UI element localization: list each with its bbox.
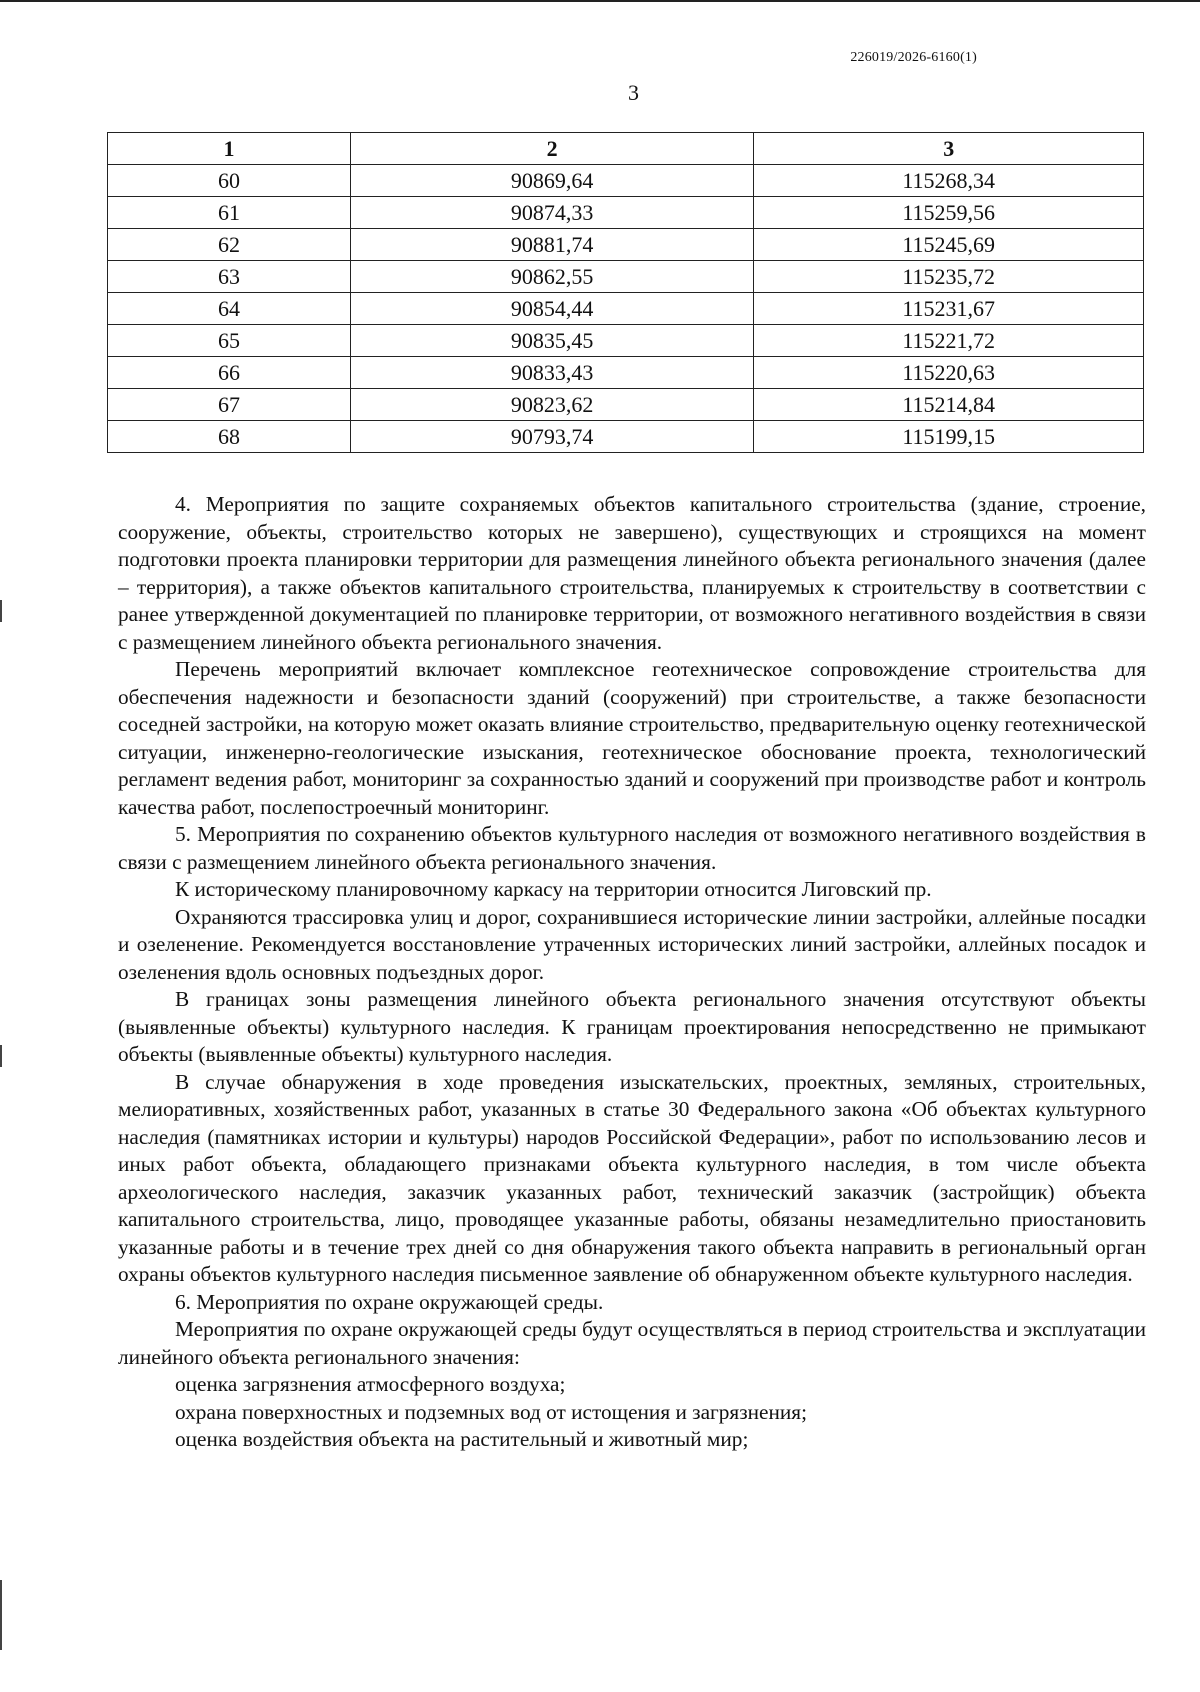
margin-scan-mark xyxy=(0,600,2,622)
paragraph-historical-framework: К историческому планировочному каркасу на территории относится Лиговский пр. xyxy=(175,877,932,901)
paragraph-section-5: 5. Мероприятия по сохранению объектов культурного наследия от возможного негативного воздействия в связи с размещением линейного объекта регионального значения. xyxy=(118,822,1146,874)
table-cell: 66 xyxy=(108,357,351,389)
table-cell: 63 xyxy=(108,261,351,293)
table-cell: 68 xyxy=(108,421,351,453)
table-header-cell: 3 xyxy=(754,133,1144,165)
table-row xyxy=(108,325,1144,357)
table-cell: 90793,74 xyxy=(350,421,753,453)
table-cell: 90823,62 xyxy=(350,389,753,421)
table-row xyxy=(108,229,1144,261)
table-cell: 60 xyxy=(108,165,351,197)
table-cell: 90835,45 xyxy=(350,325,753,357)
table-header-cell: 1 xyxy=(108,133,351,165)
table-cell: 115231,67 xyxy=(754,293,1144,325)
table-cell: 90862,55 xyxy=(350,261,753,293)
table-cell: 90869,64 xyxy=(350,165,753,197)
paragraph-section-6: 6. Мероприятия по охране окружающей среды. xyxy=(175,1289,604,1314)
table-header-row xyxy=(108,133,1144,165)
table-row xyxy=(108,421,1144,453)
paragraph-section-4: 4. Мероприятия по защите сохраняемых объектов капитального строительства (здание, строение, сооружение, объекты, строительство которых не завершено), существующих и строящихся на момент подготовки проекта планировки территории для размещения линейного объекта регионального значения (далее – территория), а также объектов капитального строительства, планируемых к строительству в соответствии с ранее утвержденной документацией по планировке территории, от возможного негативного воздействия в связи с размещением линейного объекта регионального значения. xyxy=(118,492,1146,654)
table-cell: 90874,33 xyxy=(350,197,753,229)
table-cell: 115214,84 xyxy=(754,389,1144,421)
table-row xyxy=(108,165,1144,197)
table-cell: 115199,15 xyxy=(754,421,1144,453)
table-cell: 61 xyxy=(108,197,351,229)
table-row xyxy=(108,389,1144,421)
table-cell: 65 xyxy=(108,325,351,357)
table-row xyxy=(108,357,1144,389)
table-cell: 90854,44 xyxy=(350,293,753,325)
list-item: оценка воздействия объекта на растительный и животный мир; xyxy=(175,1427,749,1451)
paragraph-no-heritage-objects: В границах зоны размещения линейного объекта регионального значения отсутствуют объекты (выявленные объекты) культурного наследия. К границам проектирования непосредственно не примыкают объекты (выявленные объекты) культурного наследия. xyxy=(118,987,1146,1066)
table-cell: 90881,74 xyxy=(350,229,753,261)
table-row xyxy=(108,197,1144,229)
table-header-cell: 2 xyxy=(350,133,753,165)
table-cell: 115221,72 xyxy=(754,325,1144,357)
document-body xyxy=(118,491,1146,1454)
table-cell: 115220,63 xyxy=(754,357,1144,389)
table-cell: 115268,34 xyxy=(754,165,1144,197)
page-number: 3 xyxy=(628,80,639,105)
table-cell: 115245,69 xyxy=(754,229,1144,261)
top-rule xyxy=(0,0,1200,2)
paragraph-discovery-procedure: В случае обнаружения в ходе проведения изыскательских, проектных, земляных, строительных, мелиоративных, хозяйственных работ, указанных в статье 30 Федерального закона «Об объектах культурного наследия (памятниках истории и культуры) народов Российской Федерации», работ по использованию лесов и иных работ объекта, обладающего признаками объекта культурного наследия, в том числе объекта археологического наследия, заказчик указанных работ, технический заказчик (застройщик) объекта капитального строительства, лицо, проводящее указанные работы, обязаны незамедлительно приостановить указанные работы и в течение трех дней со дня обнаружения такого объекта направить в региональный орган охраны объектов культурного наследия письменное заявление об обнаруженном объекте культурного наследия. xyxy=(118,1069,1146,1286)
table-cell: 115259,56 xyxy=(754,197,1144,229)
paragraph-protected-elements: Охраняются трассировка улиц и дорог, сохранившиеся исторические линии застройки, аллейные посадки и озеленение. Рекомендуется восстановление утраченных исторических линий застройки, аллейных посадок и озеленения вдоль основных подъездных дорог. xyxy=(118,904,1146,984)
margin-scan-mark xyxy=(0,1580,2,1650)
table-cell: 62 xyxy=(108,229,351,261)
paragraph-environment-measures: Мероприятия по охране окружающей среды будут осуществляться в период строительства и эксплуатации линейного объекта регионального значения: xyxy=(118,1317,1146,1369)
table-cell: 64 xyxy=(108,293,351,325)
table-row xyxy=(108,261,1144,293)
margin-scan-mark xyxy=(0,1045,2,1067)
table-cell: 90833,43 xyxy=(350,357,753,389)
table-cell: 67 xyxy=(108,389,351,421)
document-id: 226019/2026-6160(1) xyxy=(850,50,977,65)
coordinates-table xyxy=(107,132,1144,453)
list-item: оценка загрязнения атмосферного воздуха; xyxy=(175,1372,566,1396)
paragraph-measures-list: Перечень мероприятий включает комплексное геотехническое сопровождение строительства для обеспечения надежности и безопасности зданий (сооружений) при строительстве, а также безопасности соседней застройки, на которую может оказать влияние строительство, предварительную оценку геотехнической ситуации, инженерно-геологические изыскания, геотехническое обоснование проекта, технологический регламент ведения работ, мониторинг за сохранностью зданий и сооружений при производстве работ и контроль качества работ, послепостроечный мониторинг. xyxy=(118,657,1146,819)
table-cell: 115235,72 xyxy=(754,261,1144,293)
list-item: охрана поверхностных и подземных вод от истощения и загрязнения; xyxy=(175,1399,807,1424)
table-row xyxy=(108,293,1144,325)
